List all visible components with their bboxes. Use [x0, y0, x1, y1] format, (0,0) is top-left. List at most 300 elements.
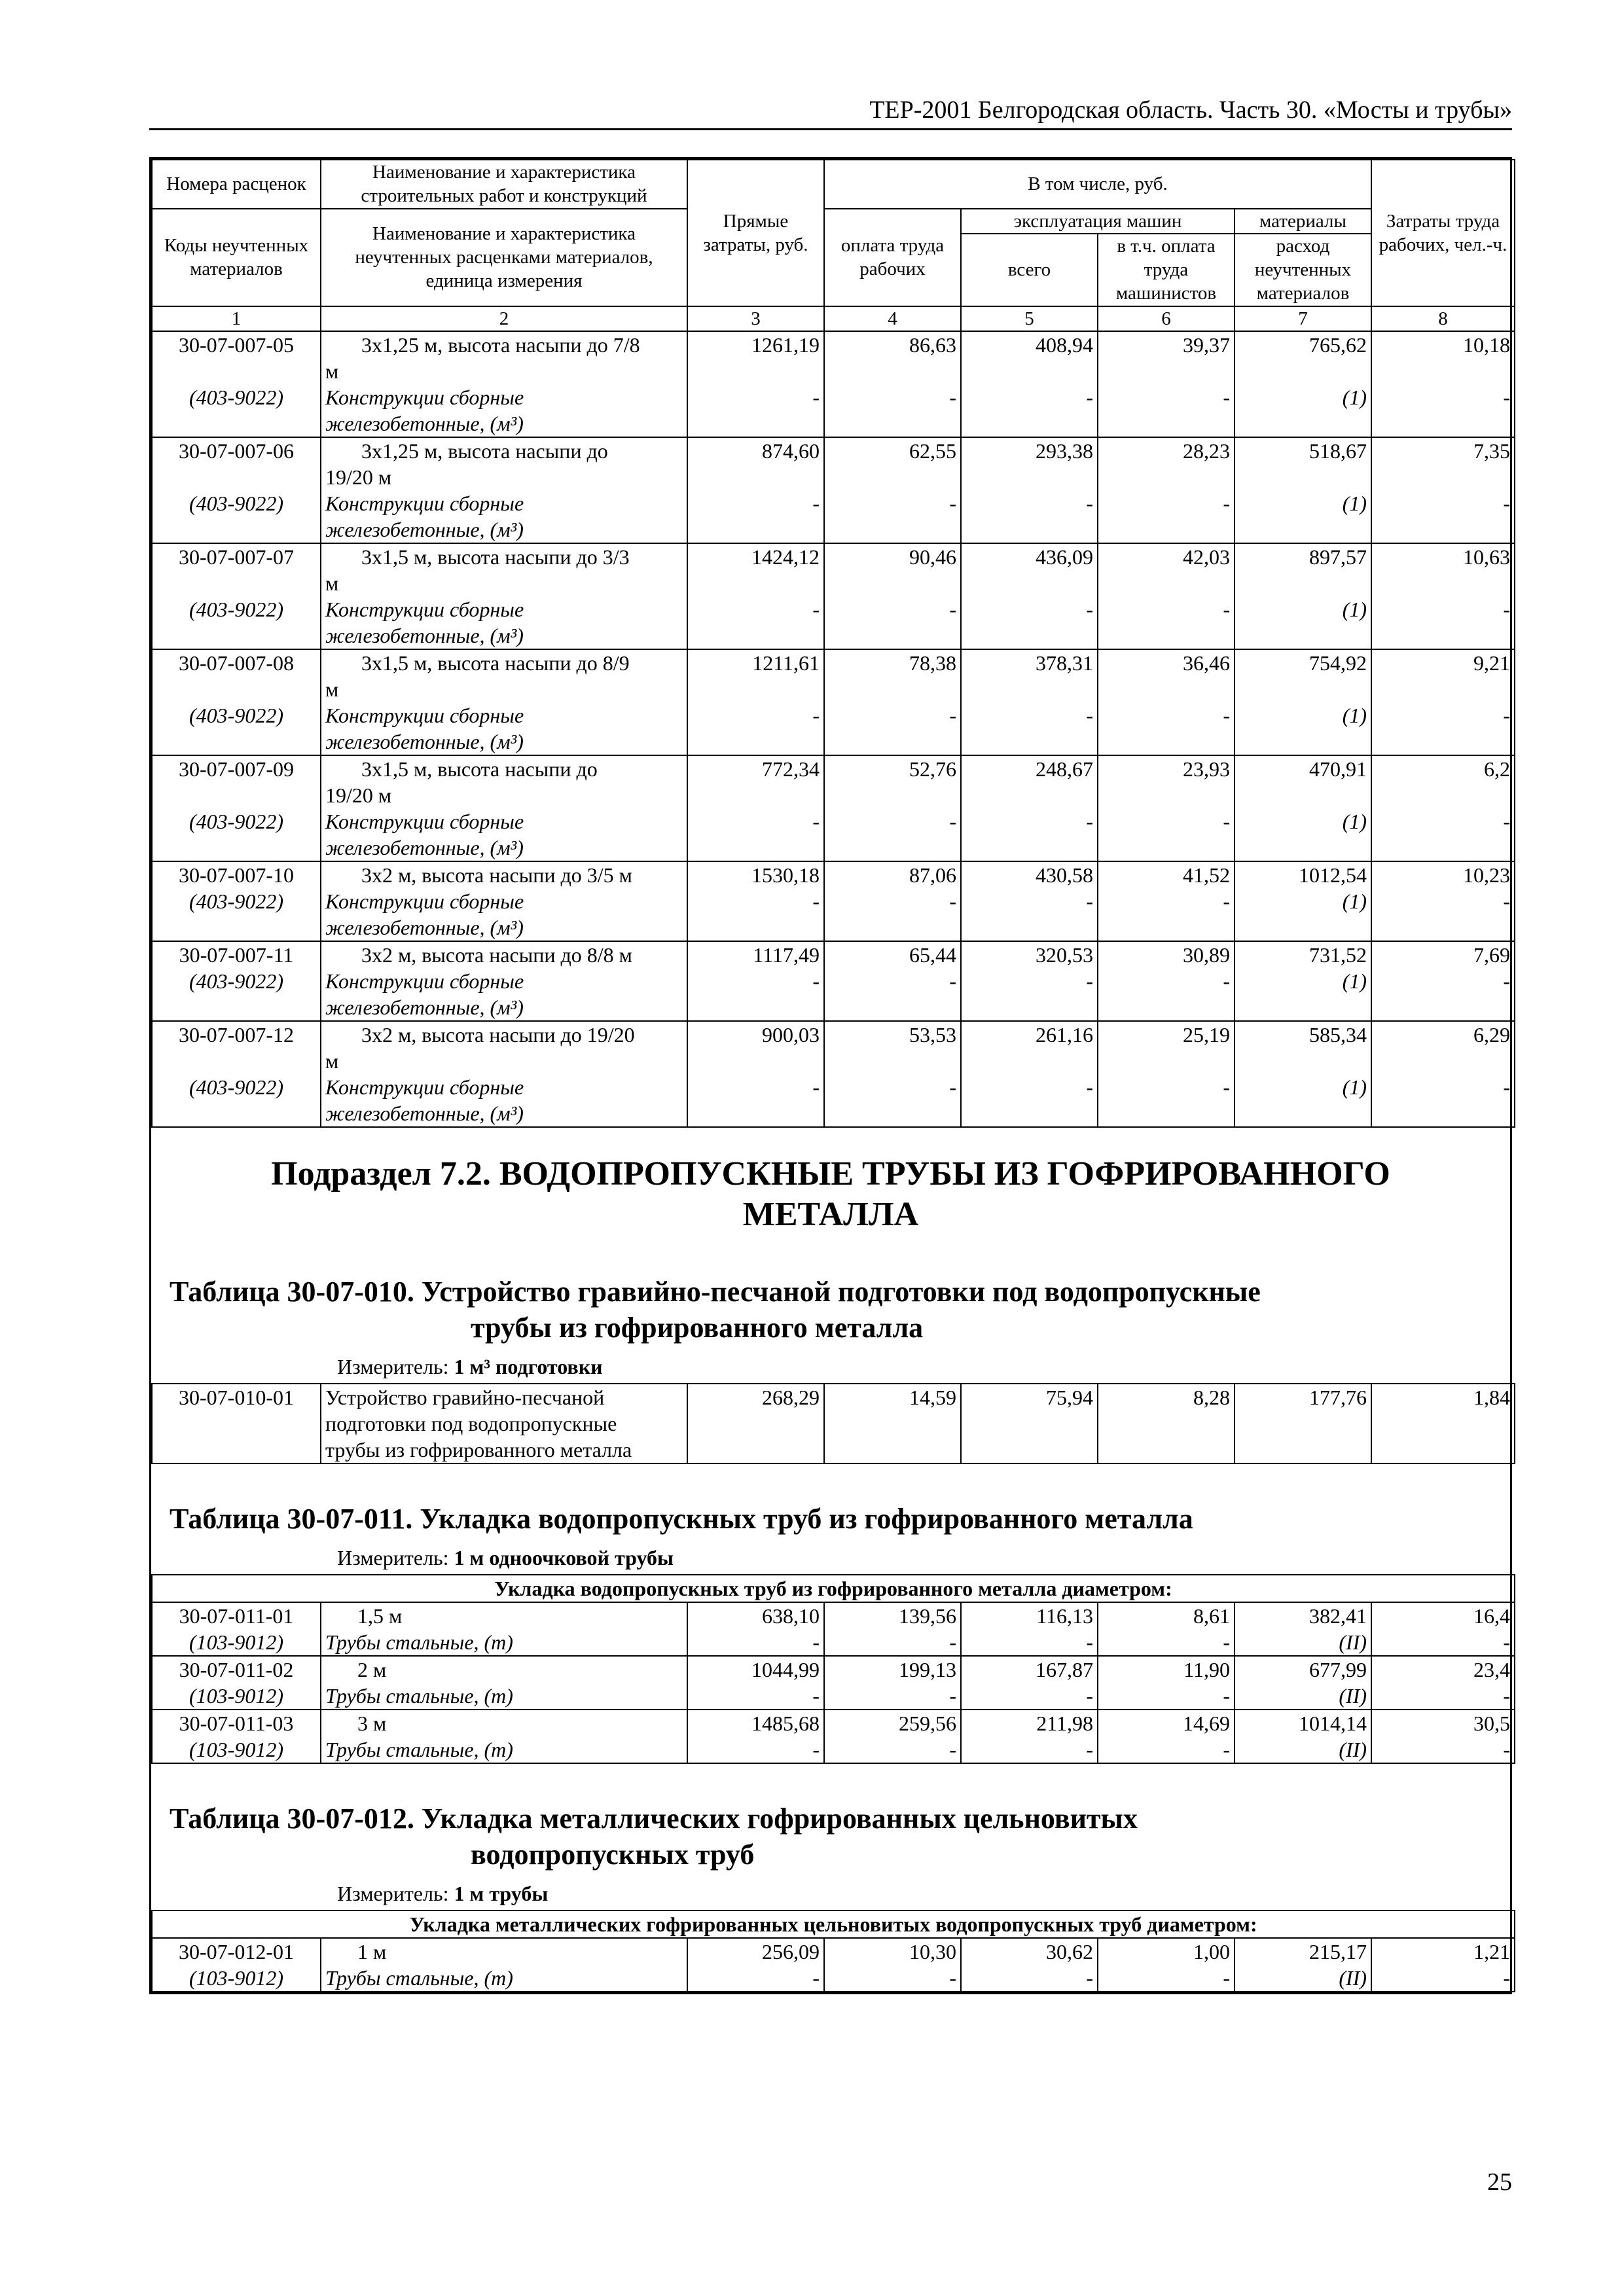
material-name: Трубы стальные, (т)	[321, 1683, 687, 1710]
value-cell: 1211,61	[687, 649, 824, 702]
rate-name-line: м	[325, 677, 339, 701]
value-cell: 900,03	[687, 1021, 824, 1074]
table-title-line: Таблица 30-07-012. Укладка металлических гофрированных цельновитых	[170, 1802, 1138, 1835]
value-cell: 874,60	[687, 437, 824, 490]
value-cell: 261,16	[961, 1021, 1098, 1074]
material-value: (1)	[1235, 968, 1371, 1021]
material-name-line: Конструкции сборные	[325, 491, 524, 515]
value-cell: 677,99	[1235, 1656, 1371, 1683]
value-cell: 1014,14	[1235, 1710, 1371, 1736]
material-value: -	[824, 808, 961, 861]
material-value: -	[961, 1736, 1098, 1763]
value-cell: 7,69	[1371, 941, 1515, 968]
material-row	[152, 1736, 1515, 1763]
head-name: Наименование и характеристика строительных работ и конструкций	[321, 160, 687, 209]
header-rule	[149, 128, 1512, 130]
material-value: -	[1098, 968, 1235, 1021]
section-title	[151, 1128, 1510, 1255]
value-cell: 1,00	[1098, 1938, 1235, 1965]
value-cell: 1261,19	[687, 331, 824, 384]
rate-name-line: м	[325, 359, 339, 383]
material-value: -	[1098, 1683, 1235, 1710]
table-subheading: Укладка водопропускных труб из гофрированного металла диаметром:	[152, 1575, 1515, 1602]
value-cell: 7,35	[1371, 437, 1515, 490]
table-row	[152, 543, 1515, 596]
value-cell: 23,4	[1371, 1656, 1515, 1683]
material-value: -	[824, 1683, 961, 1710]
measure-label: Измеритель:	[337, 1354, 449, 1378]
value-cell: 139,56	[824, 1602, 961, 1629]
value-cell: 293,38	[961, 437, 1098, 490]
material-name: Трубы стальные, (т)	[321, 1629, 687, 1656]
material-code: (103-9012)	[152, 1736, 321, 1763]
material-value: -	[1098, 596, 1235, 649]
value-cell: 772,34	[687, 755, 824, 808]
material-value: -	[961, 1965, 1098, 1992]
material-name-line: железобетонные, (м³)	[325, 1101, 524, 1125]
material-row	[152, 702, 1515, 755]
table-header	[152, 160, 1515, 331]
value-cell: 1530,18	[687, 861, 824, 888]
value-cell: 1424,12	[687, 543, 824, 596]
material-value: -	[961, 1629, 1098, 1656]
material-value: -	[687, 888, 824, 941]
col-num: 8	[1371, 306, 1515, 331]
measure-010	[151, 1350, 1510, 1383]
material-value: -	[687, 490, 824, 543]
material-row	[152, 1965, 1515, 1992]
col-num: 2	[321, 306, 687, 331]
material-name	[321, 808, 687, 861]
material-value: (II)	[1235, 1736, 1371, 1763]
value-cell: 10,18	[1371, 331, 1515, 384]
material-value: -	[961, 888, 1098, 941]
material-value: -	[687, 384, 824, 437]
value-cell: 585,34	[1235, 1021, 1371, 1074]
table-row	[152, 1938, 1515, 1965]
value-cell: 39,37	[1098, 331, 1235, 384]
table-row	[152, 941, 1515, 968]
table-title-011	[151, 1464, 1510, 1541]
material-row	[152, 490, 1515, 543]
value-cell: 897,57	[1235, 543, 1371, 596]
value-cell: 765,62	[1235, 331, 1371, 384]
material-name: Трубы стальные, (т)	[321, 1965, 687, 1992]
material-name-line: железобетонные, (м³)	[325, 517, 524, 541]
material-row	[152, 1074, 1515, 1127]
material-name-line: железобетонные, (м³)	[325, 995, 524, 1019]
value-cell: 25,19	[1098, 1021, 1235, 1074]
material-value: -	[1098, 384, 1235, 437]
value-cell: 30,5	[1371, 1710, 1515, 1736]
value-cell: 11,90	[1098, 1656, 1235, 1683]
table-title-line: Таблица 30-07-011. Укладка водопропускных труб из гофрированного металла	[170, 1502, 1193, 1535]
col-num: 7	[1235, 306, 1371, 331]
value-cell: 259,56	[824, 1710, 961, 1736]
material-name: Трубы стальные, (т)	[321, 1736, 687, 1763]
material-code: (403-9022)	[152, 968, 321, 1021]
table-row	[152, 331, 1515, 384]
material-code: (403-9022)	[152, 596, 321, 649]
material-name-line: железобетонные, (м³)	[325, 835, 524, 859]
value-cell: 53,53	[824, 1021, 961, 1074]
measure-label: Измеритель:	[337, 1545, 449, 1570]
value-cell: 10,63	[1371, 543, 1515, 596]
material-name-line: Конструкции сборные	[325, 703, 524, 727]
material-value: -	[1098, 808, 1235, 861]
material-value: (1)	[1235, 888, 1371, 941]
rate-name-line: подготовки под водопропускные	[325, 1411, 617, 1435]
value-cell: 731,52	[1235, 941, 1371, 968]
material-value: -	[687, 1736, 824, 1763]
material-row	[152, 1683, 1515, 1710]
material-value: -	[1371, 1965, 1515, 1992]
head-machines: эксплуатация машин	[961, 209, 1235, 234]
measure-value: 1 м одноочковой трубы	[454, 1545, 674, 1570]
material-value: -	[961, 596, 1098, 649]
col-num: 5	[961, 306, 1098, 331]
table-row	[152, 1710, 1515, 1736]
rate-name-line: 19/20 м	[325, 783, 392, 807]
rate-code: 30-07-011-02	[152, 1656, 321, 1683]
rate-code: 30-07-011-01	[152, 1602, 321, 1629]
rate-name: 3 м	[321, 1710, 687, 1736]
material-value: -	[961, 1074, 1098, 1127]
rate-name-line: м	[325, 571, 339, 595]
material-value: -	[687, 1965, 824, 1992]
material-name-line: Конструкции сборные	[325, 889, 524, 913]
rate-code: 30-07-011-03	[152, 1710, 321, 1736]
table-row	[152, 1021, 1515, 1074]
rate-name	[321, 755, 687, 808]
value-cell: 638,10	[687, 1602, 824, 1629]
document-body	[149, 157, 1512, 1994]
value-cell: 6,29	[1371, 1021, 1515, 1074]
material-row	[152, 888, 1515, 941]
value-cell: 382,41	[1235, 1602, 1371, 1629]
value-cell: 36,46	[1098, 649, 1235, 702]
material-value: (1)	[1235, 702, 1371, 755]
material-code: (403-9022)	[152, 1074, 321, 1127]
material-name-line: Конструкции сборные	[325, 809, 524, 833]
rate-name-line: 3х2 м, высота насыпи до 19/20	[361, 1022, 635, 1047]
col-num: 6	[1098, 306, 1235, 331]
material-code: (403-9022)	[152, 702, 321, 755]
material-name-line: Конструкции сборные	[325, 969, 524, 993]
material-value: (II)	[1235, 1629, 1371, 1656]
table-title-010	[151, 1255, 1510, 1350]
material-value: -	[1098, 1965, 1235, 1992]
rate-code: 30-07-007-09	[152, 755, 321, 808]
material-row	[152, 968, 1515, 1021]
col-num: 1	[152, 306, 321, 331]
material-name-line: Конструкции сборные	[325, 385, 524, 409]
head-materials: материалы	[1235, 209, 1371, 234]
material-value: -	[824, 968, 961, 1021]
value-cell: 211,98	[961, 1710, 1098, 1736]
value-cell: 470,91	[1235, 755, 1371, 808]
rate-name	[321, 649, 687, 702]
material-name	[321, 888, 687, 941]
rates-body	[152, 331, 1515, 1127]
rate-name	[321, 1384, 687, 1463]
value-cell: 1,84	[1371, 1384, 1515, 1463]
rate-name	[321, 543, 687, 596]
material-code: (403-9022)	[152, 384, 321, 437]
material-value: -	[1371, 702, 1515, 755]
table-011	[151, 1574, 1515, 1764]
material-value: -	[1371, 888, 1515, 941]
material-name-line: железобетонные, (м³)	[325, 915, 524, 939]
table-row	[152, 1602, 1515, 1629]
value-cell: 28,23	[1098, 437, 1235, 490]
material-value: -	[687, 1074, 824, 1127]
material-value: (II)	[1235, 1683, 1371, 1710]
rate-name-line: 3х2 м, высота насыпи до 8/8 м	[361, 942, 632, 967]
rate-name-line: 3х1,25 м, высота насыпи до 7/8	[361, 332, 640, 357]
section-title-line: МЕТАЛЛА	[742, 1196, 919, 1234]
material-value: -	[961, 968, 1098, 1021]
value-cell: 8,28	[1098, 1384, 1235, 1463]
table-title-line: Таблица 30-07-010. Устройство гравийно-песчаной подготовки под водопропускные	[170, 1275, 1261, 1308]
value-cell: 116,13	[961, 1602, 1098, 1629]
value-cell: 1044,99	[687, 1656, 824, 1683]
rate-name-line: 3х1,5 м, высота насыпи до 3/3	[361, 545, 630, 569]
rate-name-line: 3х1,5 м, высота насыпи до	[361, 757, 598, 781]
rate-name-line: 3х1,5 м, высота насыпи до 8/9	[361, 651, 630, 675]
material-value: -	[824, 1074, 961, 1127]
rate-name	[321, 331, 687, 384]
material-code: (403-9022)	[152, 490, 321, 543]
value-cell: 62,55	[824, 437, 961, 490]
material-value: -	[687, 1629, 824, 1656]
value-cell: 10,23	[1371, 861, 1515, 888]
table-row	[152, 861, 1515, 888]
measure-value: 1 м³ подготовки	[454, 1354, 603, 1378]
rates-table	[151, 159, 1515, 1128]
measure-012	[151, 1876, 1510, 1910]
head-mach-total: всего	[961, 234, 1098, 306]
head-mach-pay: в т.ч. оплата труда машинистов	[1098, 234, 1235, 306]
material-value: -	[824, 1965, 961, 1992]
col-num: 4	[824, 306, 961, 331]
material-value: -	[961, 808, 1098, 861]
value-cell: 6,2	[1371, 755, 1515, 808]
material-value: (1)	[1235, 808, 1371, 861]
rate-name-line: 3х1,25 м, высота насыпи до	[361, 439, 608, 463]
material-value: -	[824, 596, 961, 649]
material-value: -	[1098, 702, 1235, 755]
head-mat-name: Наименование и характеристика неучтенных расценками материалов, единица измерения	[321, 209, 687, 306]
value-cell: 518,67	[1235, 437, 1371, 490]
value-cell: 14,59	[824, 1384, 961, 1463]
table-012	[151, 1910, 1515, 1992]
value-cell: 1485,68	[687, 1710, 824, 1736]
material-value: -	[1371, 490, 1515, 543]
material-value: -	[1098, 1736, 1235, 1763]
material-value: -	[1371, 968, 1515, 1021]
value-cell: 408,94	[961, 331, 1098, 384]
rate-name-line: м	[325, 1049, 339, 1073]
table-010	[151, 1383, 1515, 1464]
material-value: -	[687, 596, 824, 649]
material-row	[152, 808, 1515, 861]
measure-label: Измеритель:	[337, 1881, 449, 1905]
rate-name	[321, 941, 687, 968]
material-name-line: железобетонные, (м³)	[325, 623, 524, 647]
material-value: (1)	[1235, 384, 1371, 437]
material-value: -	[824, 888, 961, 941]
rate-code: 30-07-012-01	[152, 1938, 321, 1965]
measure-011	[151, 1541, 1510, 1574]
column-numbers	[152, 306, 1515, 331]
rate-code: 30-07-007-12	[152, 1021, 321, 1074]
material-value: -	[1371, 1074, 1515, 1127]
table-row	[152, 437, 1515, 490]
head-incl: В том числе, руб.	[824, 160, 1371, 209]
rate-name	[321, 861, 687, 888]
material-name	[321, 490, 687, 543]
value-cell: 23,93	[1098, 755, 1235, 808]
head-labor-hours: Затраты труда рабочих, чел.-ч.	[1371, 160, 1515, 306]
table-row	[152, 1656, 1515, 1683]
value-cell: 52,76	[824, 755, 961, 808]
material-value: -	[1098, 1629, 1235, 1656]
rate-name	[321, 1021, 687, 1074]
rate-name: 1,5 м	[321, 1602, 687, 1629]
head-mat-codes: Коды неучтенных материалов	[152, 209, 321, 306]
value-cell: 9,21	[1371, 649, 1515, 702]
rate-code: 30-07-010-01	[152, 1384, 321, 1463]
material-code: (403-9022)	[152, 888, 321, 941]
value-cell: 199,13	[824, 1656, 961, 1683]
table-row	[152, 1384, 1515, 1463]
material-name-line: железобетонные, (м³)	[325, 411, 524, 435]
material-value: -	[961, 490, 1098, 543]
value-cell: 1,21	[1371, 1938, 1515, 1965]
rate-name-line: 19/20 м	[325, 465, 392, 489]
material-value: -	[1098, 1074, 1235, 1127]
value-cell: 436,09	[961, 543, 1098, 596]
rate-name: 2 м	[321, 1656, 687, 1683]
running-header: ТЕР-2001 Белгородская область. Часть 30. «Мосты и трубы»	[869, 96, 1512, 124]
value-cell: 430,58	[961, 861, 1098, 888]
section-title-line: Подраздел 7.2. ВОДОПРОПУСКНЫЕ ТРУБЫ ИЗ ГОФРИРОВАННОГО	[271, 1155, 1390, 1193]
measure-value: 1 м трубы	[454, 1881, 549, 1905]
value-cell: 42,03	[1098, 543, 1235, 596]
value-cell: 75,94	[961, 1384, 1098, 1463]
rate-name-line: Устройство гравийно-песчаной	[325, 1385, 605, 1409]
material-code: (403-9022)	[152, 808, 321, 861]
material-value: -	[687, 702, 824, 755]
value-cell: 167,87	[961, 1656, 1098, 1683]
col-num: 3	[687, 306, 824, 331]
rate-code: 30-07-007-06	[152, 437, 321, 490]
head-direct: Прямые затраты, руб.	[687, 160, 824, 306]
material-value: -	[687, 808, 824, 861]
value-cell: 65,44	[824, 941, 961, 968]
material-value: -	[824, 1629, 961, 1656]
value-cell: 268,29	[687, 1384, 824, 1463]
material-code: (103-9012)	[152, 1629, 321, 1656]
rate-name: 1 м	[321, 1938, 687, 1965]
material-code: (103-9012)	[152, 1683, 321, 1710]
value-cell: 256,09	[687, 1938, 824, 1965]
value-cell: 30,62	[961, 1938, 1098, 1965]
material-name-line: железобетонные, (м³)	[325, 729, 524, 753]
value-cell: 16,4	[1371, 1602, 1515, 1629]
table-title-line: водопропускных труб	[471, 1838, 755, 1871]
material-value: -	[1371, 1736, 1515, 1763]
rate-name-line: трубы из гофрированного металла	[325, 1437, 632, 1462]
material-value: -	[687, 1683, 824, 1710]
value-cell: 41,52	[1098, 861, 1235, 888]
value-cell: 378,31	[961, 649, 1098, 702]
material-value: -	[1371, 1629, 1515, 1656]
value-cell: 754,92	[1235, 649, 1371, 702]
value-cell: 87,06	[824, 861, 961, 888]
head-labor-pay: оплата труда рабочих	[824, 209, 961, 306]
material-value: (1)	[1235, 596, 1371, 649]
material-name	[321, 1074, 687, 1127]
table-title-012	[151, 1764, 1510, 1876]
material-row	[152, 384, 1515, 437]
material-value: -	[1098, 490, 1235, 543]
table-subheading: Укладка металлических гофрированных цельновитых водопропускных труб диаметром:	[152, 1910, 1515, 1938]
table-row	[152, 649, 1515, 702]
material-value: -	[824, 490, 961, 543]
material-value: -	[1371, 596, 1515, 649]
rate-name	[321, 437, 687, 490]
material-name-line: Конструкции сборные	[325, 1075, 524, 1099]
value-cell: 78,38	[824, 649, 961, 702]
material-value: -	[1098, 888, 1235, 941]
rate-name-line: 3х2 м, высота насыпи до 3/5 м	[361, 863, 632, 887]
value-cell: 1117,49	[687, 941, 824, 968]
value-cell: 90,46	[824, 543, 961, 596]
material-code: (103-9012)	[152, 1965, 321, 1992]
value-cell: 14,69	[1098, 1710, 1235, 1736]
material-value: -	[824, 702, 961, 755]
material-name-line: Конструкции сборные	[325, 597, 524, 621]
value-cell: 10,30	[824, 1938, 961, 1965]
value-cell: 8,61	[1098, 1602, 1235, 1629]
material-name	[321, 968, 687, 1021]
material-value: (II)	[1235, 1965, 1371, 1992]
value-cell: 177,76	[1235, 1384, 1371, 1463]
head-mat-use: расход неучтенных материалов	[1235, 234, 1371, 306]
material-value: -	[687, 968, 824, 1021]
material-value: (1)	[1235, 1074, 1371, 1127]
rate-code: 30-07-007-08	[152, 649, 321, 702]
value-cell: 30,89	[1098, 941, 1235, 968]
rate-code: 30-07-007-05	[152, 331, 321, 384]
material-value: -	[961, 384, 1098, 437]
value-cell: 320,53	[961, 941, 1098, 968]
material-value: -	[1371, 1683, 1515, 1710]
material-name	[321, 384, 687, 437]
material-name	[321, 702, 687, 755]
material-value: -	[824, 1736, 961, 1763]
rate-code: 30-07-007-11	[152, 941, 321, 968]
material-value: -	[961, 1683, 1098, 1710]
material-row	[152, 596, 1515, 649]
table-title-line: трубы из гофрированного металла	[471, 1311, 924, 1344]
head-codes: Номера расценок	[152, 160, 321, 209]
value-cell: 1012,54	[1235, 861, 1371, 888]
material-value: -	[961, 702, 1098, 755]
table-row	[152, 755, 1515, 808]
